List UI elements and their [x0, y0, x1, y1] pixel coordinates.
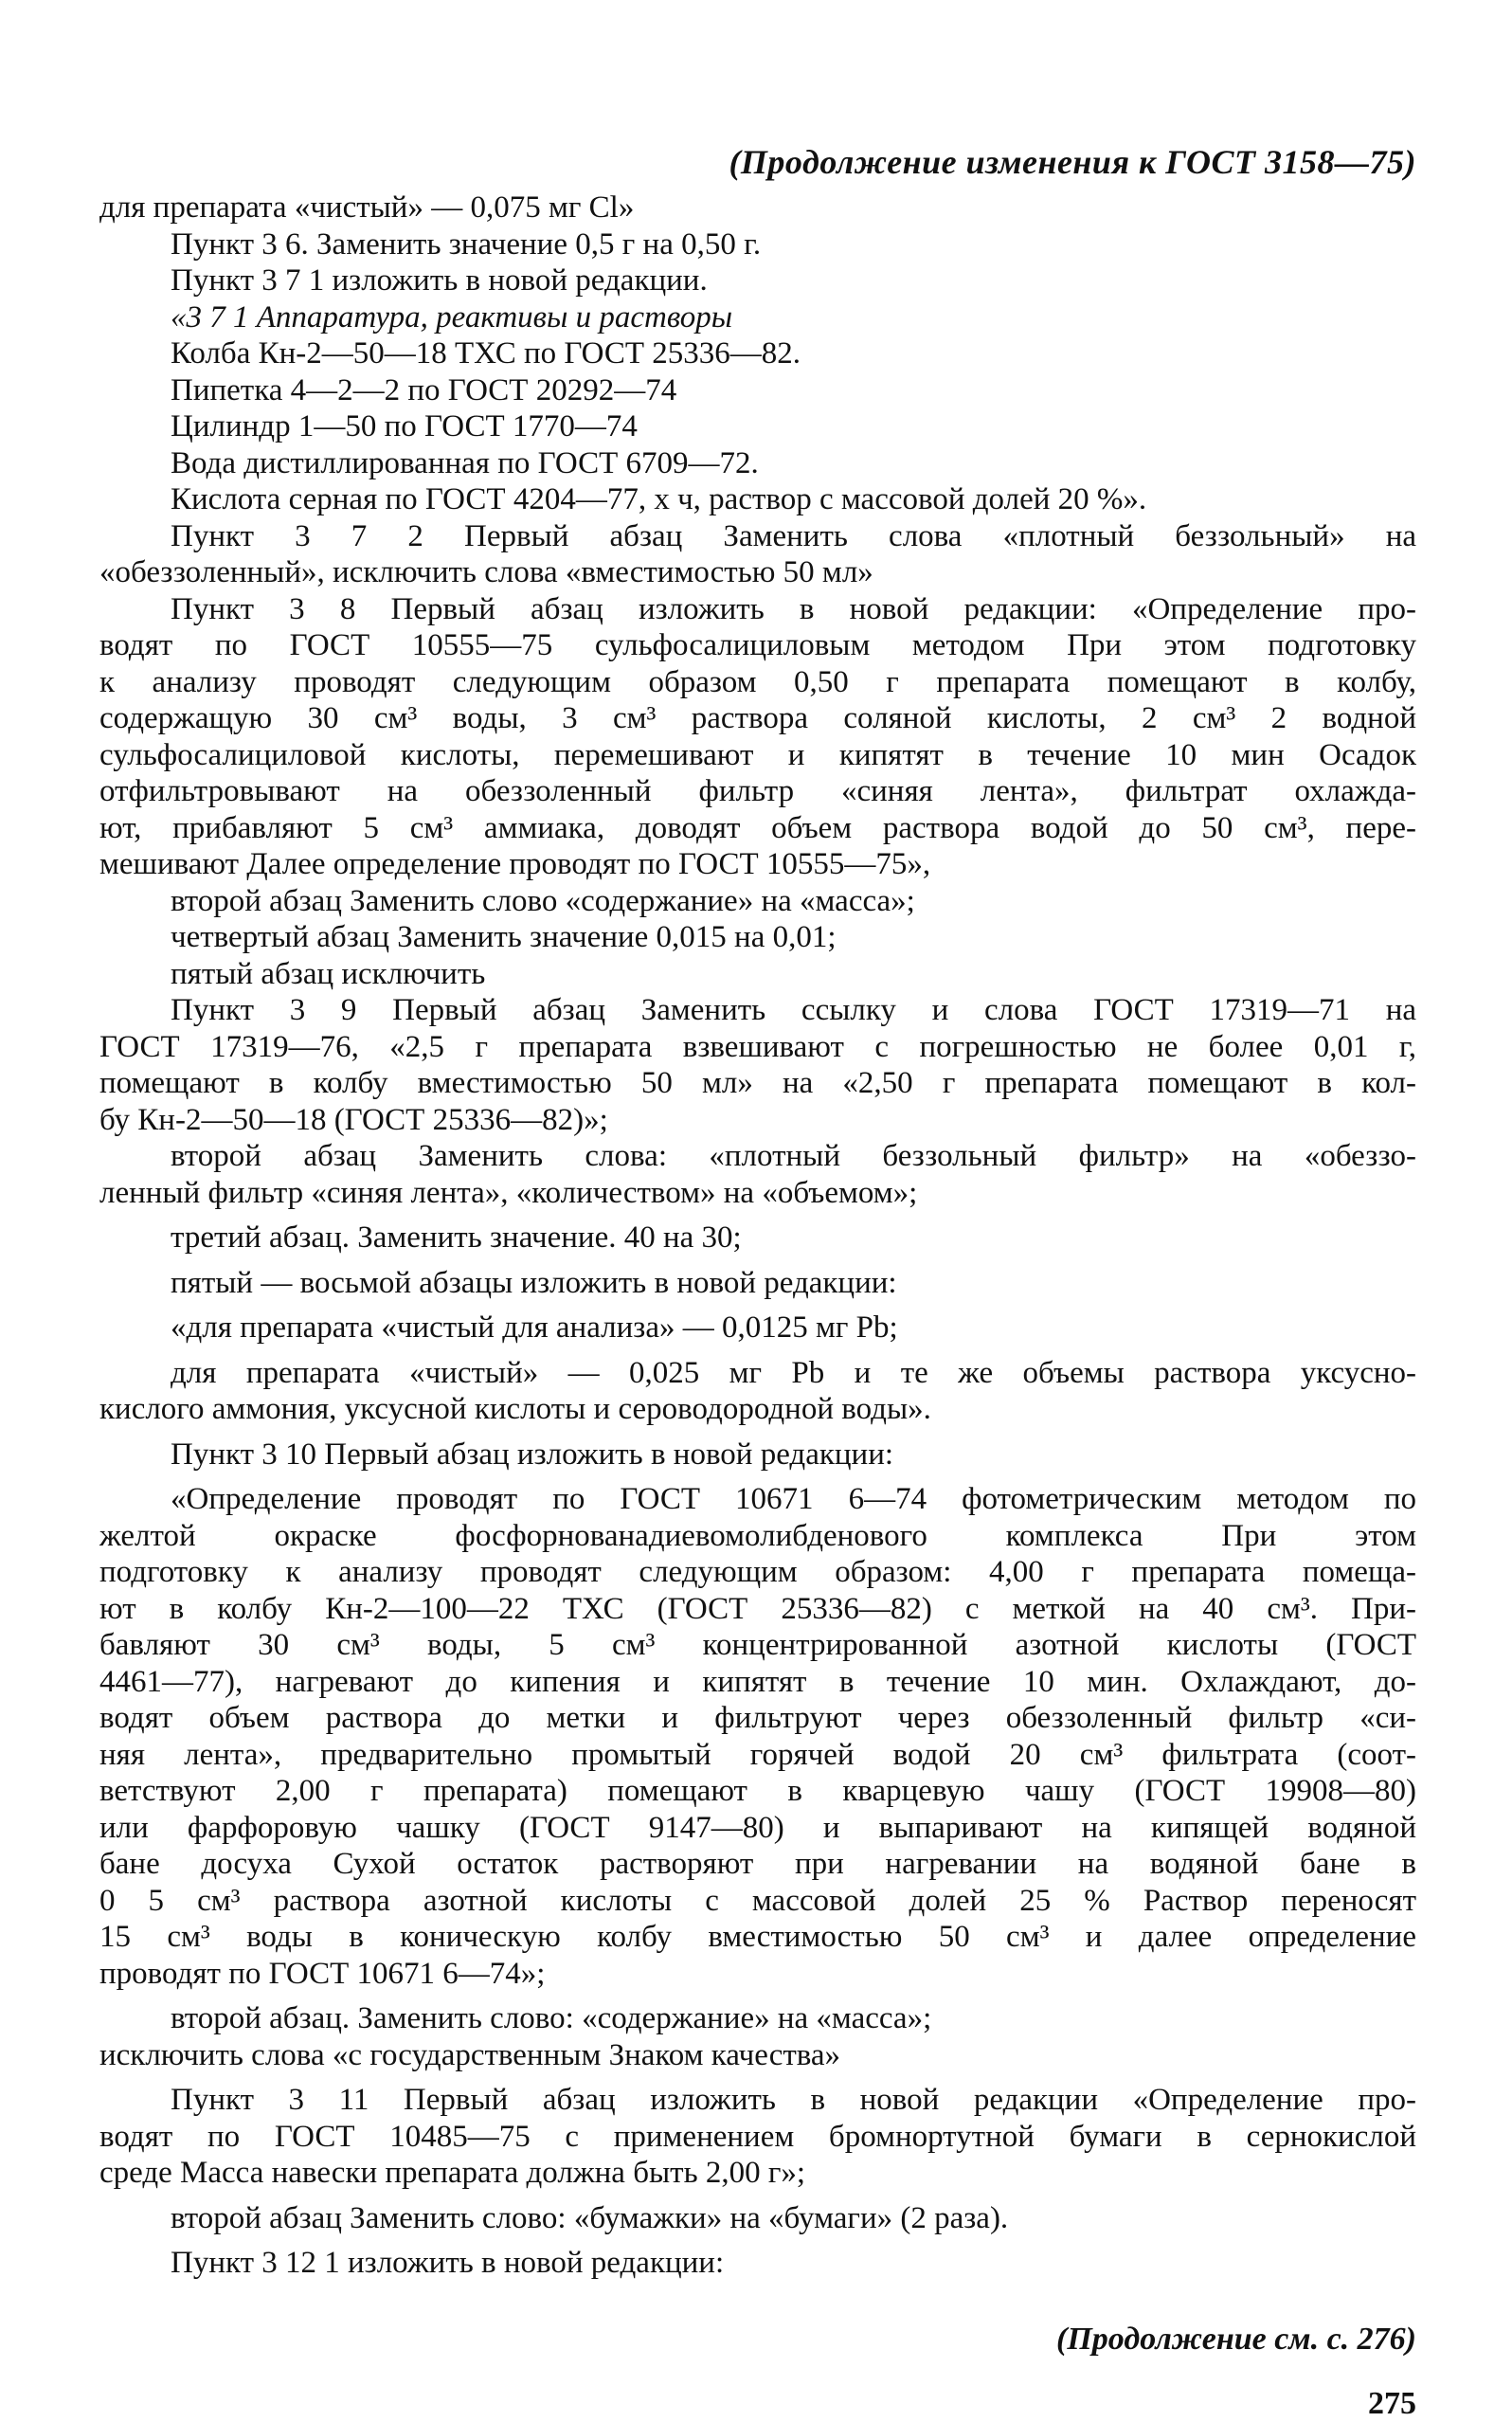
- text-line: няя лента», предварительно промытый горячей водой 20 см³ фильтрата (соот-: [99, 1737, 1416, 1772]
- paragraph: [99, 1437, 1416, 1473]
- text-line: среде Масса навески препарата должна быть 2,00 г»;: [99, 2156, 806, 2190]
- text-line: 15 см³ воды в коническую колбу вместимостью 50 см³ и далее определение: [99, 1920, 1416, 1954]
- text-line: Пункт 3 11 Первый абзац изложить в новой редакции «Определение про-: [171, 2083, 1416, 2117]
- text-line: водят по ГОСТ 10555—75 сульфосалициловым методом При этом подготовку: [99, 628, 1416, 662]
- text-line: желтой окраске фосфорнованадиевомолибденового комплекса При этом: [99, 1518, 1416, 1553]
- paragraph: [99, 992, 1416, 1138]
- paragraph: [99, 919, 1416, 956]
- text-line: Пункт 3 12 1 изложить в новой редакции:: [171, 2246, 725, 2280]
- text-line: Пункт 3 6. Заменить значение 0,5 г на 0,50 г.: [171, 226, 762, 262]
- text-line: Колба Кн-2—50—18 ТХС по ГОСТ 25336—82.: [171, 336, 801, 371]
- page-header: (Продолжение изменения к ГОСТ 3158—75): [729, 143, 1416, 181]
- text-line: 0 5 см³ раствора азотной кислоты с массовой долей 25 % Раствор переносят: [99, 1883, 1416, 1918]
- text-line: 4461—77), нагревают до кипения и кипятят в течение 10 мин. Охлаждают, до-: [99, 1664, 1416, 1699]
- text-line: кислого аммония, уксусной кислоты и сероводородной воды».: [99, 1392, 931, 1426]
- paragraph: [99, 2082, 1416, 2192]
- text-line: к анализу проводят следующим образом 0,50 г препарата помещают в колбу,: [99, 664, 1416, 699]
- text-line: Вода дистиллированная по ГОСТ 6709—72.: [171, 445, 759, 480]
- paragraph: [99, 1481, 1416, 1992]
- text-line: бавляют 30 см³ воды, 5 см³ концентрированной азотной кислоты (ГОСТ: [99, 1628, 1416, 1662]
- text-line: бане досуха Сухой остаток растворяют при нагревании на водяной бане в: [99, 1847, 1416, 1881]
- paragraph: [99, 2000, 1416, 2073]
- text-line: Пипетка 4—2—2 по ГОСТ 20292—74: [171, 372, 677, 407]
- paragraph: [99, 2200, 1416, 2237]
- text-line: проводят по ГОСТ 10671 6—74»;: [99, 1956, 546, 1991]
- page-number: 275: [1368, 2385, 1416, 2421]
- paragraph: [99, 883, 1416, 920]
- text-line: Пункт 3 8 Первый абзац изложить в новой редакции: «Определение про-: [171, 591, 1416, 626]
- text-line: помещают в колбу вместимостью 50 мл» на «2,50 г препарата помещают в кол-: [99, 1066, 1416, 1100]
- text-line: бу Кн-2—50—18 (ГОСТ 25336—82)»;: [99, 1102, 608, 1137]
- paragraph: [99, 1265, 1416, 1302]
- item-list: [99, 190, 1416, 518]
- text-line: Кислота серная по ГОСТ 4204—77, х ч, раствор с массовой долей 20 %».: [171, 482, 1147, 516]
- text-line: содержащую 30 см³ воды, 3 см³ раствора соляной кислоты, 2 см³ 2 водной: [99, 701, 1416, 735]
- document-page: [99, 142, 1416, 2422]
- text-line: второй абзац Заменить слово: «бумажки» на «бумаги» (2 раза).: [171, 2200, 1009, 2235]
- text-line: второй абзац Заменить слово «содержание» на «масса»;: [171, 883, 915, 918]
- paragraph: [99, 591, 1416, 883]
- text-line: подготовку к анализу проводят следующим образом: 4,00 г препарата помеща-: [99, 1555, 1416, 1589]
- text-line: или фарфоровую чашку (ГОСТ 9147—80) и выпаривают на кипящей водяной: [99, 1810, 1416, 1845]
- text-line: ют, прибавляют 5 см³ аммиака, доводят объем раствора водой до 50 см³, пере-: [99, 810, 1416, 845]
- continuation-note: (Продолжение см. с. 276): [1056, 2321, 1416, 2357]
- text-line: «обеззоленный», исключить слова «вместимостью 50 мл»: [99, 555, 873, 589]
- text-line: ГОСТ 17319—76, «2,5 г препарата взвешивают с погрешностью не более 0,01 г,: [99, 1029, 1416, 1064]
- text-line: Пункт 3 7 1 изложить в новой редакции.: [171, 263, 708, 298]
- text-line: ветствуют 2,00 г препарата) помещают в кварцевую чашу (ГОСТ 19908—80): [99, 1774, 1416, 1808]
- paragraph: [99, 1220, 1416, 1256]
- paragraph: [99, 518, 1416, 591]
- text-line: ленный фильтр «синяя лента», «количеством» на «объемом»;: [99, 1175, 918, 1210]
- text-line: для препарата «чистый» — 0,025 мг Pb и те же объемы раствора уксусно-: [171, 1355, 1416, 1390]
- text-line: пятый абзац исключить: [171, 956, 486, 991]
- text-line: исключить слова «с государственным Знаком качества»: [99, 2037, 841, 2072]
- text-line: Пункт 3 10 Первый абзац изложить в новой редакции:: [171, 1437, 894, 1472]
- text-line: «Определение проводят по ГОСТ 10671 6—74 фотометрическим методом по: [171, 1482, 1416, 1516]
- text-line: «для препарата «чистый для анализа» — 0,0125 мг Pb;: [171, 1310, 898, 1345]
- text-line: сульфосалициловой кислоты, перемешивают и кипятят в течение 10 мин Осадок: [99, 737, 1416, 772]
- text-line: для препарата «чистый» — 0,075 мг Cl»: [99, 190, 635, 225]
- text-line: Цилиндр 1—50 по ГОСТ 1770—74: [171, 409, 638, 443]
- text-line: третий абзац. Заменить значение. 40 на 30;: [171, 1220, 742, 1255]
- text-line: пятый — восьмой абзацы изложить в новой редакции:: [171, 1265, 897, 1300]
- text-line: Пункт 3 7 2 Первый абзац Заменить слова «плотный беззольный» на: [171, 518, 1416, 553]
- text-line: второй абзац. Заменить слово: «содержание» на «масса»;: [171, 2001, 932, 2035]
- paragraph: [99, 1355, 1416, 1428]
- text-line: четвертый абзац Заменить значение 0,015 на 0,01;: [171, 920, 837, 954]
- paragraph: [99, 1310, 1416, 1347]
- paragraph: [99, 1138, 1416, 1211]
- text-line: Пункт 3 9 Первый абзац Заменить ссылку и слова ГОСТ 17319—71 на: [171, 993, 1416, 1027]
- text-line: отфильтровывают на обеззоленный фильтр «синяя лента», фильтрат охлажда-: [99, 774, 1416, 808]
- text-line: ют в колбу Кн-2—100—22 ТХС (ГОСТ 25336—82) с меткой на 40 см³. При-: [99, 1591, 1416, 1626]
- text-line: водят по ГОСТ 10485—75 с применением бромнортутной бумаги в сернокислой: [99, 2119, 1416, 2154]
- paragraph: [99, 2245, 1416, 2282]
- text-line: мешивают Далее определение проводят по ГОСТ 10555—75»,: [99, 847, 931, 881]
- paragraph: [99, 956, 1416, 993]
- text-line: второй абзац Заменить слова: «плотный беззольный фильтр» на «обеззо-: [171, 1139, 1416, 1173]
- body-text: [99, 518, 1416, 2282]
- section-heading: «3 7 1 Аппаратура, реактивы и растворы: [171, 299, 733, 334]
- text-line: водят объем раствора до метки и фильтруют через обеззоленный фильтр «си-: [99, 1701, 1416, 1735]
